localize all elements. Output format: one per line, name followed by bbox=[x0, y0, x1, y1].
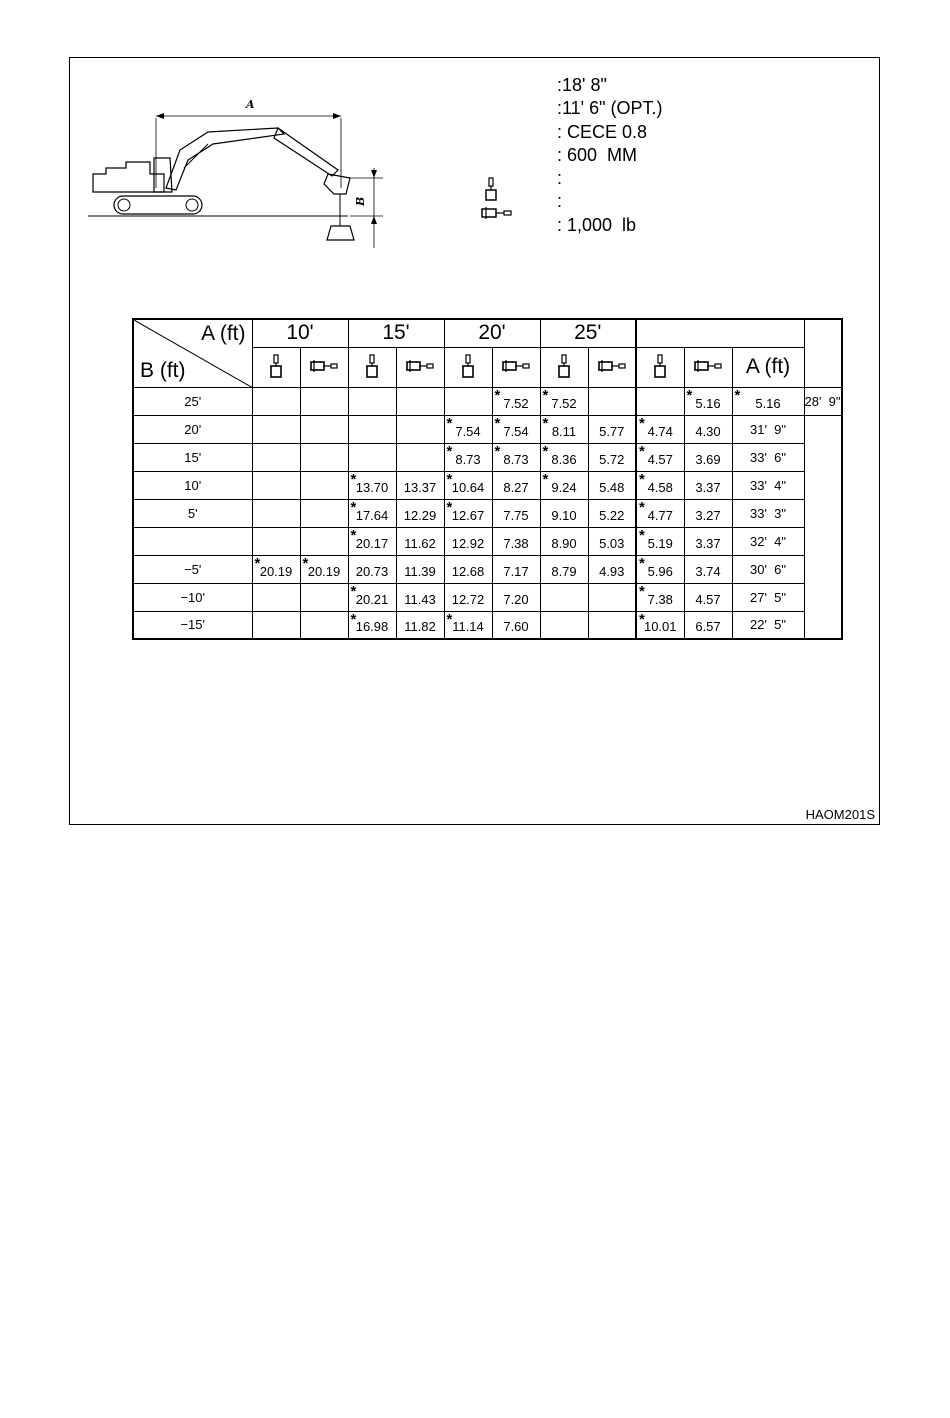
rated-by-hydraulic-mark: * bbox=[494, 386, 501, 404]
row-height-label: −15' bbox=[133, 611, 252, 639]
capacity-cell bbox=[348, 611, 396, 639]
capacity-cell bbox=[684, 471, 732, 499]
capacity-cell bbox=[636, 555, 684, 583]
rated-by-hydraulic-mark: * bbox=[686, 386, 693, 404]
capacity-cell bbox=[300, 415, 348, 443]
max-reach-value: 27' 5" bbox=[732, 583, 804, 611]
capacity-cell bbox=[396, 387, 444, 415]
over-side-icon bbox=[300, 347, 348, 387]
row-height-label: −5' bbox=[133, 555, 252, 583]
capacity-value: 12.67 bbox=[451, 507, 485, 523]
capacity-value: 20.19 bbox=[307, 563, 341, 579]
rated-by-hydraulic-mark: * bbox=[639, 442, 645, 460]
rated-by-hydraulic-mark: * bbox=[639, 582, 645, 600]
capacity-value: 4.58 bbox=[647, 479, 673, 495]
table-row bbox=[133, 499, 842, 527]
capacity-value: 7.75 bbox=[503, 507, 529, 523]
rated-by-hydraulic-mark: * bbox=[542, 414, 549, 432]
capacity-cell bbox=[588, 499, 636, 527]
capacity-cell bbox=[540, 471, 588, 499]
capacity-cell bbox=[684, 555, 732, 583]
capacity-cell bbox=[588, 611, 636, 639]
rated-by-hydraulic-mark: * bbox=[350, 582, 357, 600]
capacity-value: 7.20 bbox=[503, 591, 529, 607]
capacity-value: 4.77 bbox=[647, 507, 673, 523]
capacity-cell bbox=[684, 527, 732, 555]
over-side-icon bbox=[482, 207, 511, 219]
row-height-label: 5' bbox=[133, 499, 252, 527]
capacity-cell bbox=[492, 471, 540, 499]
capacity-cell bbox=[588, 415, 636, 443]
capacity-value: 20.17 bbox=[355, 535, 389, 551]
over-front-icon bbox=[486, 178, 496, 200]
capacity-cell bbox=[396, 415, 444, 443]
rated-by-hydraulic-mark: * bbox=[639, 554, 645, 572]
capacity-cell bbox=[444, 387, 492, 415]
over-front-icon bbox=[636, 347, 684, 387]
capacity-value: 4.74 bbox=[647, 423, 673, 439]
table-row bbox=[133, 471, 842, 499]
max-reach-header: A (ft) bbox=[732, 347, 804, 387]
capacity-value: 20.19 bbox=[259, 563, 293, 579]
table-row bbox=[133, 387, 842, 415]
capacity-cell bbox=[684, 415, 732, 443]
row-height-label: −10' bbox=[133, 583, 252, 611]
capacity-cell bbox=[300, 611, 348, 639]
capacity-cell bbox=[636, 583, 684, 611]
table-row bbox=[133, 443, 842, 471]
capacity-cell bbox=[540, 387, 588, 415]
capacity-cell bbox=[300, 443, 348, 471]
capacity-cell bbox=[396, 583, 444, 611]
capacity-value: 5.16 bbox=[695, 395, 721, 411]
capacity-cell bbox=[684, 499, 732, 527]
capacity-cell bbox=[684, 443, 732, 471]
rated-by-hydraulic-mark: * bbox=[446, 610, 453, 628]
capacity-value: 3.37 bbox=[695, 535, 721, 551]
group-20ft: 20' bbox=[444, 319, 540, 347]
capacity-value: 17.64 bbox=[355, 507, 389, 523]
over-front-icon bbox=[252, 347, 300, 387]
capacity-cell bbox=[252, 611, 300, 639]
capacity-cell bbox=[492, 443, 540, 471]
rated-by-hydraulic-mark: * bbox=[446, 470, 453, 488]
capacity-value: 12.68 bbox=[451, 563, 485, 579]
capacity-cell bbox=[540, 555, 588, 583]
group-max-reach bbox=[636, 319, 804, 347]
row-height-label bbox=[133, 527, 252, 555]
capacity-cell bbox=[300, 387, 348, 415]
capacity-value: 7.54 bbox=[455, 423, 481, 439]
lift-chart-frame bbox=[69, 57, 880, 825]
rated-by-hydraulic-mark: * bbox=[639, 526, 645, 544]
rated-by-hydraulic-mark: * bbox=[302, 554, 309, 572]
lift-capacity-table bbox=[132, 318, 843, 640]
capacity-cell bbox=[348, 387, 396, 415]
capacity-cell bbox=[636, 443, 684, 471]
capacity-value: 3.27 bbox=[695, 507, 721, 523]
spec-bucket: : CECE 0.8 bbox=[557, 121, 648, 142]
capacity-value: 11.62 bbox=[404, 535, 436, 551]
capacity-cell bbox=[252, 527, 300, 555]
excavator-diagram bbox=[88, 88, 388, 258]
capacity-value: 5.77 bbox=[599, 423, 625, 439]
capacity-cell bbox=[396, 499, 444, 527]
group-25ft: 25' bbox=[540, 319, 636, 347]
capacity-value: 12.72 bbox=[451, 591, 485, 607]
capacity-cell bbox=[300, 583, 348, 611]
capacity-value: 20.21 bbox=[355, 591, 389, 607]
capacity-value: 7.17 bbox=[503, 563, 529, 579]
capacity-cell bbox=[540, 583, 588, 611]
capacity-cell bbox=[348, 499, 396, 527]
capacity-cell bbox=[444, 583, 492, 611]
capacity-value: 5.72 bbox=[599, 451, 625, 467]
capacity-cell bbox=[636, 471, 684, 499]
spec-list bbox=[557, 74, 663, 237]
capacity-cell bbox=[588, 471, 636, 499]
corner-a-label: A (ft) bbox=[201, 322, 246, 345]
capacity-cell bbox=[348, 471, 396, 499]
capacity-cell bbox=[252, 387, 300, 415]
over-front-icon bbox=[444, 347, 492, 387]
table-row bbox=[133, 555, 842, 583]
capacity-cell bbox=[252, 471, 300, 499]
capacity-cell bbox=[348, 527, 396, 555]
row-height-label: 10' bbox=[133, 471, 252, 499]
rated-by-hydraulic-mark: * bbox=[542, 442, 549, 460]
capacity-cell bbox=[252, 415, 300, 443]
capacity-cell bbox=[732, 387, 804, 415]
capacity-cell bbox=[444, 471, 492, 499]
capacity-value: 8.73 bbox=[455, 451, 481, 467]
over-side-icon bbox=[684, 347, 732, 387]
over-side-icon bbox=[396, 347, 444, 387]
group-15ft: 15' bbox=[348, 319, 444, 347]
capacity-value: 20.73 bbox=[355, 563, 389, 579]
row-height-label: 15' bbox=[133, 443, 252, 471]
capacity-value: 8.90 bbox=[551, 535, 577, 551]
capacity-value: 9.10 bbox=[551, 507, 577, 523]
capacity-cell bbox=[492, 583, 540, 611]
table-row bbox=[133, 415, 842, 443]
capacity-cell bbox=[252, 443, 300, 471]
capacity-value: 7.52 bbox=[503, 395, 529, 411]
table-corner bbox=[133, 319, 252, 387]
spec-arm-length: :11' 6" (OPT.) bbox=[557, 98, 663, 119]
capacity-value: 11.39 bbox=[404, 563, 436, 579]
rated-by-hydraulic-mark: * bbox=[494, 414, 501, 432]
capacity-cell bbox=[684, 387, 732, 415]
capacity-value: 7.54 bbox=[503, 423, 529, 439]
capacity-cell bbox=[636, 527, 684, 555]
capacity-value: 7.52 bbox=[551, 395, 577, 411]
capacity-cell bbox=[492, 527, 540, 555]
capacity-cell bbox=[444, 527, 492, 555]
capacity-cell bbox=[348, 555, 396, 583]
rated-by-hydraulic-mark: * bbox=[542, 386, 549, 404]
capacity-value: 5.16 bbox=[755, 395, 781, 411]
over-front-icon bbox=[540, 347, 588, 387]
capacity-cell bbox=[252, 555, 300, 583]
capacity-cell bbox=[492, 387, 540, 415]
capacity-value: 3.74 bbox=[695, 563, 721, 579]
capacity-cell bbox=[396, 527, 444, 555]
capacity-cell bbox=[636, 611, 684, 639]
capacity-value: 16.98 bbox=[355, 619, 389, 635]
figure-code: HAOM201S bbox=[805, 807, 875, 822]
capacity-cell bbox=[540, 415, 588, 443]
rated-by-hydraulic-mark: * bbox=[350, 526, 357, 544]
capacity-cell bbox=[300, 555, 348, 583]
capacity-cell bbox=[444, 499, 492, 527]
capacity-value: 4.30 bbox=[695, 423, 721, 439]
table-row bbox=[133, 527, 842, 555]
over-side-icon bbox=[492, 347, 540, 387]
capacity-cell bbox=[396, 443, 444, 471]
capacity-cell bbox=[684, 611, 732, 639]
capacity-value: 8.73 bbox=[503, 451, 529, 467]
spec-side: : bbox=[557, 191, 563, 212]
capacity-value: 3.69 bbox=[695, 451, 721, 467]
capacity-value: 11.43 bbox=[404, 591, 436, 607]
rated-by-hydraulic-mark: * bbox=[446, 414, 453, 432]
max-reach-value: 33' 4" bbox=[732, 471, 804, 499]
rated-by-hydraulic-mark: * bbox=[350, 498, 357, 516]
rated-by-hydraulic-mark: * bbox=[350, 470, 357, 488]
max-reach-value: 22' 5" bbox=[732, 611, 804, 639]
capacity-value: 5.03 bbox=[599, 535, 625, 551]
capacity-cell bbox=[348, 415, 396, 443]
table-row bbox=[133, 611, 842, 639]
rated-by-hydraulic-mark: * bbox=[254, 554, 261, 572]
group-10ft: 10' bbox=[252, 319, 348, 347]
capacity-value: 12.92 bbox=[451, 535, 485, 551]
capacity-cell bbox=[444, 443, 492, 471]
max-reach-value: 30' 6" bbox=[732, 555, 804, 583]
capacity-cell bbox=[252, 583, 300, 611]
rated-by-hydraulic-mark: * bbox=[734, 386, 741, 404]
capacity-cell bbox=[492, 555, 540, 583]
max-reach-value: 33' 6" bbox=[732, 443, 804, 471]
capacity-cell bbox=[540, 499, 588, 527]
capacity-value: 3.37 bbox=[695, 479, 721, 495]
table-row bbox=[133, 583, 842, 611]
capacity-cell bbox=[300, 471, 348, 499]
rated-by-hydraulic-mark: * bbox=[639, 470, 645, 488]
capacity-cell bbox=[588, 527, 636, 555]
capacity-cell bbox=[300, 499, 348, 527]
capacity-cell bbox=[348, 443, 396, 471]
rated-by-hydraulic-mark: * bbox=[542, 470, 549, 488]
capacity-value: 10.64 bbox=[451, 479, 485, 495]
rated-by-hydraulic-mark: * bbox=[350, 610, 357, 628]
capacity-cell bbox=[588, 583, 636, 611]
corner-b-label: B (ft) bbox=[140, 358, 186, 382]
capacity-value: 5.22 bbox=[599, 507, 625, 523]
capacity-value: 8.11 bbox=[551, 423, 577, 439]
capacity-value: 5.48 bbox=[599, 479, 625, 495]
spec-unit: : 1,000 lb bbox=[557, 214, 637, 235]
capacity-cell bbox=[444, 611, 492, 639]
spec-front: : bbox=[557, 168, 563, 189]
capacity-value: 5.96 bbox=[647, 563, 673, 579]
capacity-value: 8.27 bbox=[503, 479, 529, 495]
capacity-cell bbox=[396, 611, 444, 639]
capacity-value: 7.60 bbox=[503, 619, 529, 635]
dimension-a-label: A bbox=[246, 98, 255, 111]
max-reach-value: 28' 9" bbox=[804, 387, 842, 415]
capacity-cell bbox=[252, 499, 300, 527]
capacity-cell bbox=[636, 387, 684, 415]
capacity-value: 7.38 bbox=[503, 535, 529, 551]
capacity-value: 4.57 bbox=[647, 451, 673, 467]
capacity-value: 8.79 bbox=[551, 563, 577, 579]
capacity-cell bbox=[444, 415, 492, 443]
rated-by-hydraulic-mark: * bbox=[639, 498, 645, 516]
max-reach-value: 32' 4" bbox=[732, 527, 804, 555]
capacity-cell bbox=[396, 471, 444, 499]
capacity-cell bbox=[636, 415, 684, 443]
capacity-cell bbox=[444, 555, 492, 583]
row-height-label: 25' bbox=[133, 387, 252, 415]
max-reach-value: 33' 3" bbox=[732, 499, 804, 527]
spec-boom-length: :18' 8" bbox=[557, 75, 607, 95]
rated-by-hydraulic-mark: * bbox=[446, 498, 453, 516]
capacity-value: 7.38 bbox=[647, 591, 673, 607]
capacity-value: 8.36 bbox=[551, 451, 577, 467]
spec-icons bbox=[480, 176, 520, 226]
dimension-b-label: B bbox=[354, 196, 367, 206]
row-height-label: 20' bbox=[133, 415, 252, 443]
capacity-value: 9.24 bbox=[551, 479, 577, 495]
capacity-value: 10.01 bbox=[643, 619, 677, 635]
capacity-value: 5.19 bbox=[647, 535, 673, 551]
capacity-value: 4.57 bbox=[695, 591, 721, 607]
capacity-value: 11.14 bbox=[452, 619, 484, 635]
capacity-cell bbox=[588, 555, 636, 583]
capacity-cell bbox=[396, 555, 444, 583]
capacity-value: 4.93 bbox=[599, 563, 625, 579]
over-front-icon bbox=[348, 347, 396, 387]
over-side-icon bbox=[588, 347, 636, 387]
capacity-value: 13.70 bbox=[355, 479, 389, 495]
capacity-cell bbox=[636, 499, 684, 527]
capacity-cell bbox=[492, 611, 540, 639]
capacity-cell bbox=[540, 611, 588, 639]
capacity-cell bbox=[540, 443, 588, 471]
rated-by-hydraulic-mark: * bbox=[446, 442, 453, 460]
capacity-cell bbox=[300, 527, 348, 555]
rated-by-hydraulic-mark: * bbox=[494, 442, 501, 460]
capacity-cell bbox=[492, 415, 540, 443]
rated-by-hydraulic-mark: * bbox=[639, 610, 645, 628]
capacity-cell bbox=[348, 583, 396, 611]
capacity-value: 12.29 bbox=[403, 507, 437, 523]
capacity-cell bbox=[492, 499, 540, 527]
capacity-value: 11.82 bbox=[404, 619, 436, 635]
spec-shoe: : 600 MM bbox=[557, 144, 638, 165]
rated-by-hydraulic-mark: * bbox=[639, 414, 645, 432]
max-reach-value: 31' 9" bbox=[732, 415, 804, 443]
capacity-value: 13.37 bbox=[403, 479, 437, 495]
capacity-cell bbox=[684, 583, 732, 611]
capacity-cell bbox=[588, 443, 636, 471]
capacity-cell bbox=[588, 387, 636, 415]
capacity-cell bbox=[540, 527, 588, 555]
capacity-value: 6.57 bbox=[695, 619, 721, 635]
